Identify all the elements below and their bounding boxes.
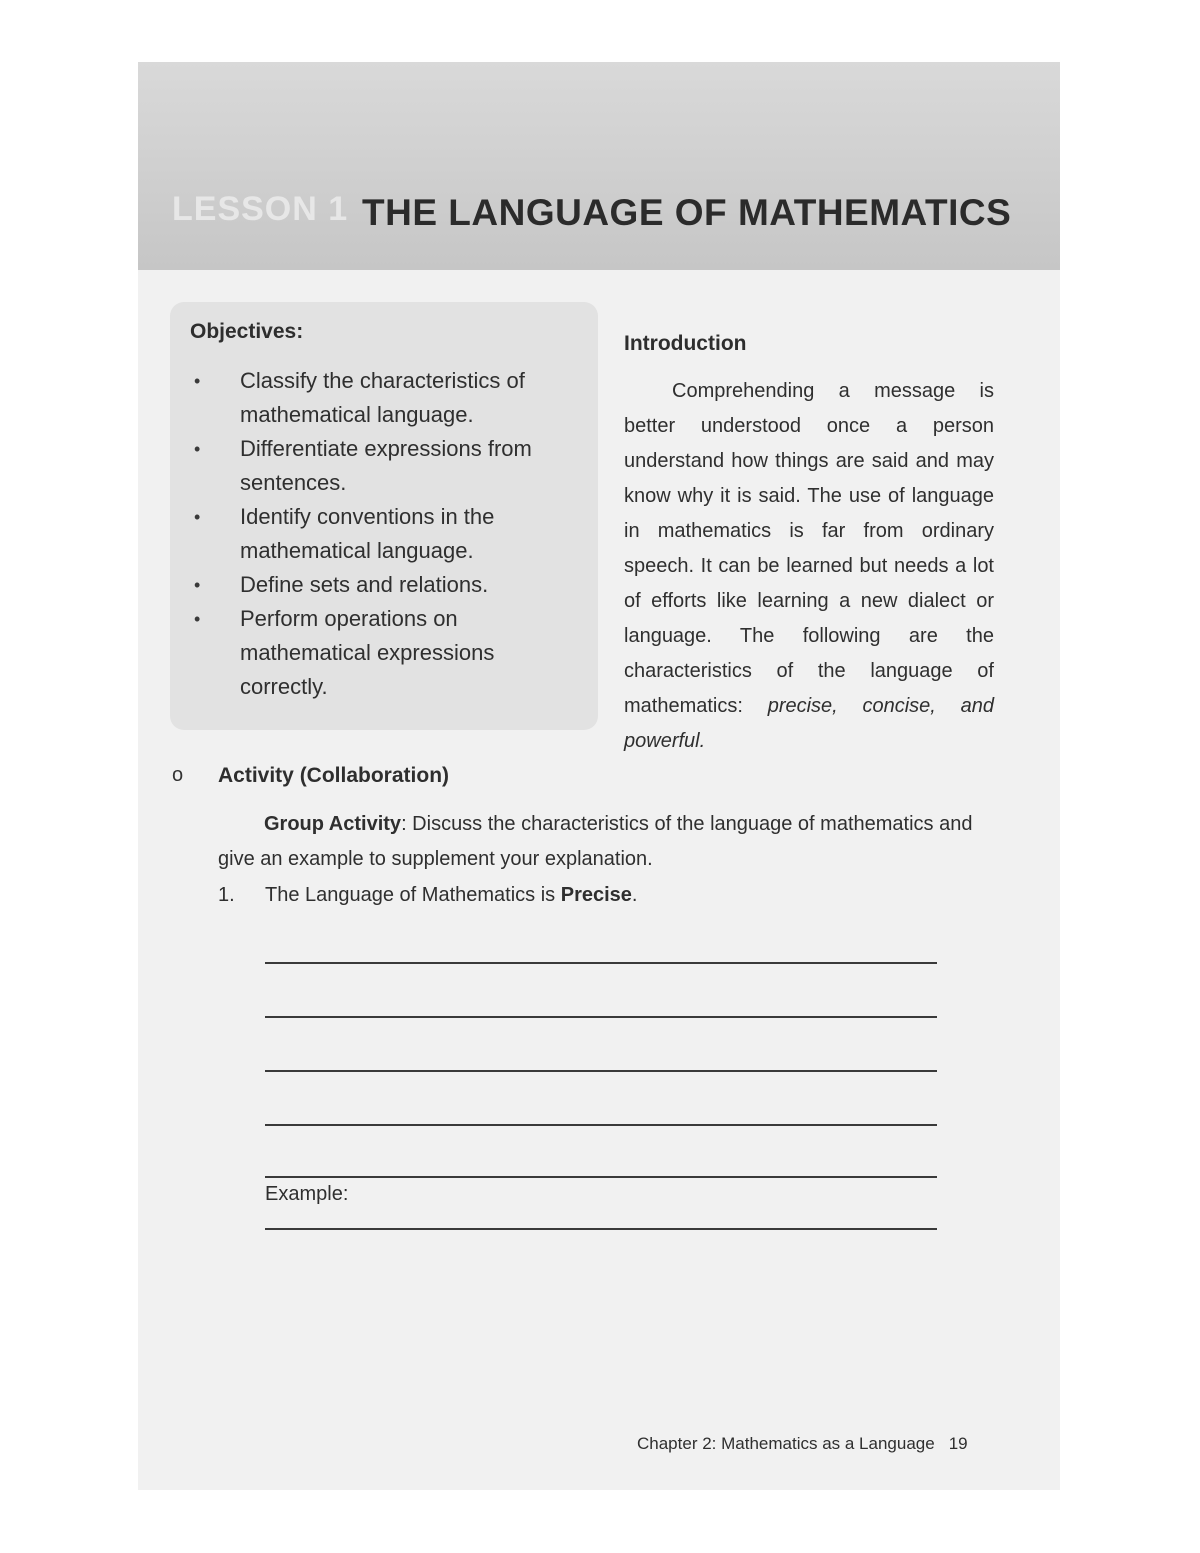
footer-page-number: 19: [948, 1434, 968, 1453]
answer-line[interactable]: [265, 1070, 937, 1072]
item-prompt-end: .: [631, 884, 638, 906]
activity-marker-icon: o: [172, 764, 184, 786]
header-band: [138, 62, 1060, 270]
introduction-text: [624, 374, 994, 759]
objective-item: [190, 432, 580, 500]
answer-line[interactable]: [265, 962, 937, 964]
bullet-icon: •: [194, 609, 201, 629]
bullet-icon: •: [194, 507, 201, 527]
item-number: 1.: [218, 884, 235, 906]
objective-item: [190, 364, 580, 432]
objective-text: Classify the characteristics of mathematical language.: [240, 368, 525, 427]
objective-text: Identify conventions in the mathematical language.: [240, 504, 495, 563]
objective-item: [190, 602, 580, 704]
item-prompt: [265, 884, 637, 907]
footer-chapter: Chapter 2: Mathematics as a Language: [637, 1434, 935, 1453]
page-title: THE LANGUAGE OF MATHEMATICS: [362, 192, 1012, 233]
group-activity-text: [218, 807, 990, 877]
activity-title: Activity (Collaboration): [218, 764, 450, 787]
objective-text: Define sets and relations.: [240, 572, 489, 597]
introduction-body: Comprehending a message is better understood once a person understand how things are said and may know why it is said. The use of language in mathematics is far from ordinary speech. It can be learned but needs a lot of efforts like learning a new dialect or language. The following are the characteristics of the language of mathematics:: [624, 380, 994, 717]
objective-text: Differentiate expressions from sentences.: [240, 436, 532, 495]
item-prompt-text: The Language of Mathematics is: [265, 884, 561, 906]
lesson-label: LESSON 1: [172, 190, 349, 228]
answer-line[interactable]: [265, 1176, 937, 1178]
item-prompt-keyword: Precise: [560, 884, 632, 906]
objectives-list: [190, 364, 580, 704]
objective-item: [190, 500, 580, 568]
group-activity-instructions: : Discuss the characteristics of the language of mathematics and give an example to supplement your explanation.: [218, 813, 973, 870]
bullet-icon: •: [194, 575, 201, 595]
bullet-icon: •: [194, 371, 201, 391]
group-activity-label: Group Activity: [264, 813, 402, 835]
example-label: Example:: [265, 1183, 349, 1205]
objective-text: Perform operations on mathematical expressions correctly.: [240, 606, 495, 699]
page-footer: [637, 1434, 968, 1454]
bullet-icon: •: [194, 439, 201, 459]
answer-line[interactable]: [265, 1124, 937, 1126]
answer-line[interactable]: [265, 1016, 937, 1018]
example-answer-line[interactable]: [265, 1228, 937, 1230]
introduction-characteristics: precise, concise, and powerful.: [624, 695, 995, 752]
introduction-title: Introduction: [624, 332, 747, 355]
objective-item: [190, 568, 580, 602]
objectives-title: Objectives:: [190, 320, 304, 343]
